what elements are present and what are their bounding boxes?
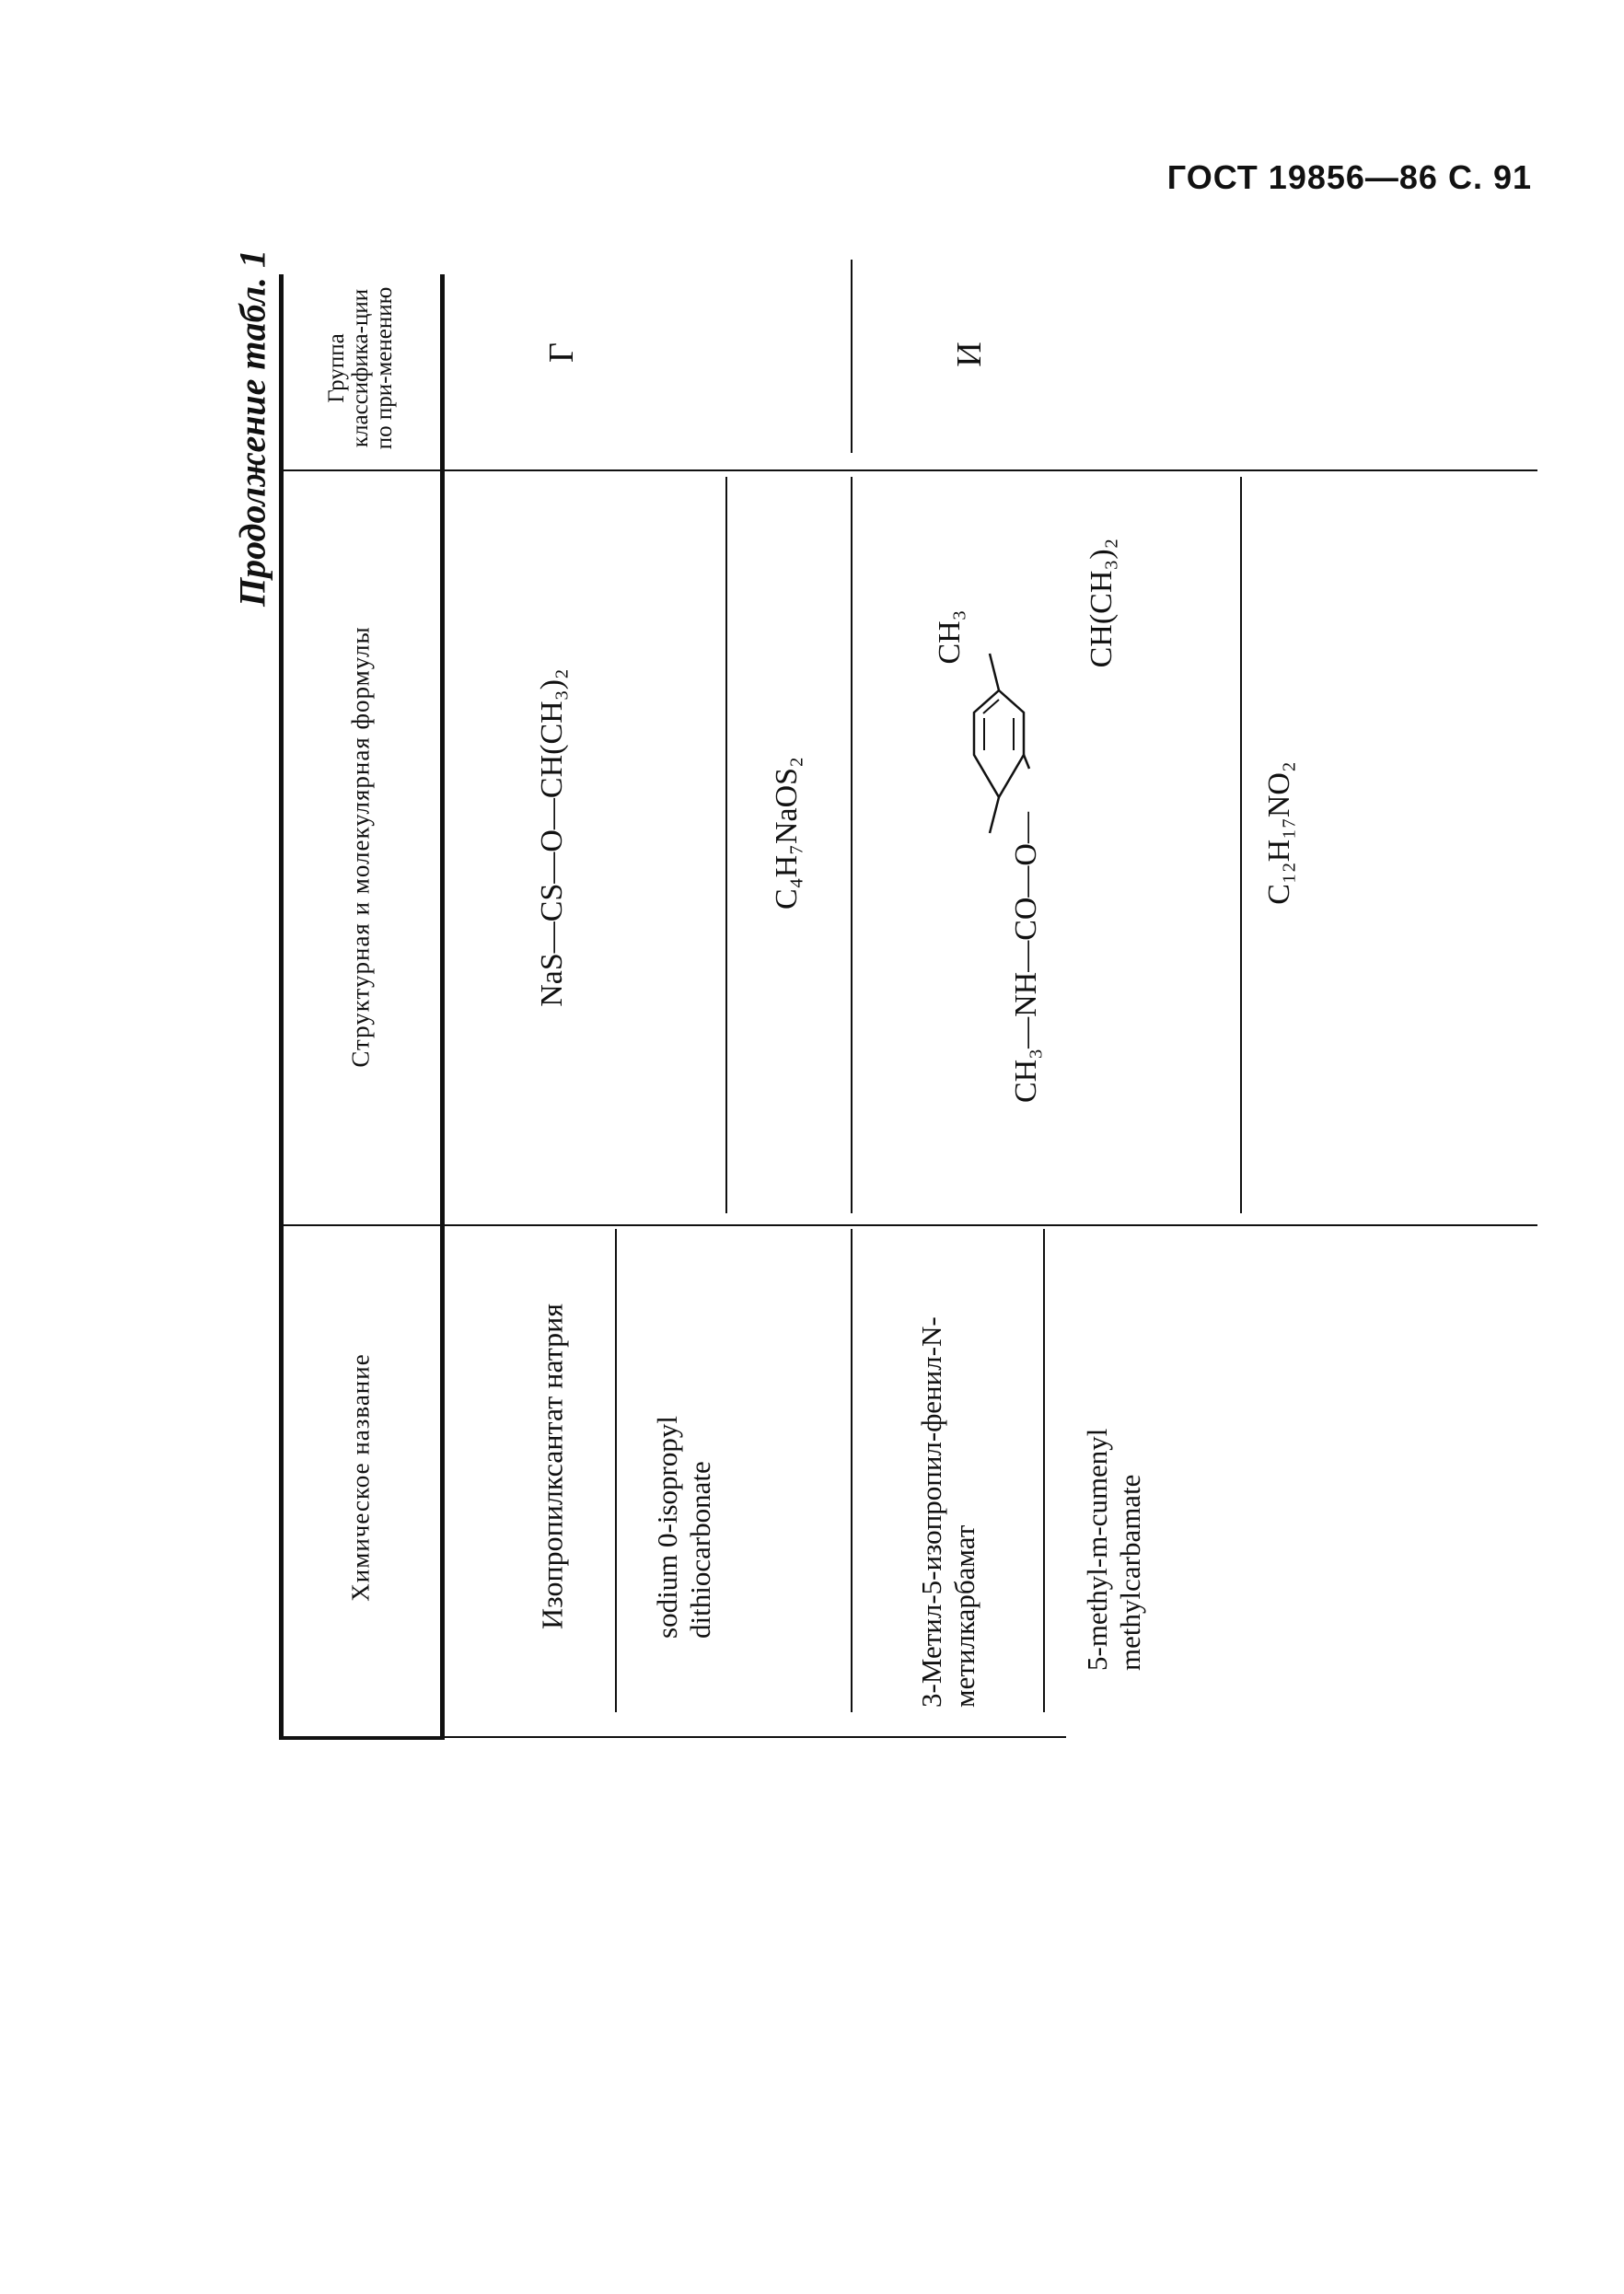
column-header-formula: Структурная и молекулярная формулы	[346, 626, 375, 1068]
page-header: ГОСТ 19856—86 С. 91	[1166, 158, 1532, 196]
row1-molecular: C₄H₇NaOS₂	[770, 757, 804, 909]
row2-molecular: C₁₂H₁₇NO₂	[1262, 761, 1296, 905]
row2-chain: CH₃—NH—CO—O—	[1009, 812, 1043, 1103]
row2-group: И	[950, 342, 989, 367]
row2-substituent-bottom: CH(CH₃)₂	[1085, 538, 1119, 668]
column-header-group: Группа классифика-ции по при-менению	[324, 286, 397, 450]
column-header-name: Химическое название	[346, 1353, 375, 1602]
row1-group: Г	[542, 342, 581, 363]
row1-structural: NaS—CS—O—CH(CH₃)₂	[535, 668, 569, 1007]
row2-name-ru: 3-Метил-5-изопропил-фенил-N-метилкарбамат	[915, 1316, 980, 1708]
row2-substituent-top: CH₃	[933, 609, 967, 665]
row1-name-ru: Изопропилксантат натрия	[535, 1303, 569, 1630]
table-caption: Продолжение табл. 1	[231, 249, 273, 608]
row1-name-en: sodium 0-isopropyl dithiocarbonate	[651, 1416, 716, 1639]
row2-name-en: 5-methyl-m-cumenyl methylcarbamate	[1081, 1428, 1146, 1671]
